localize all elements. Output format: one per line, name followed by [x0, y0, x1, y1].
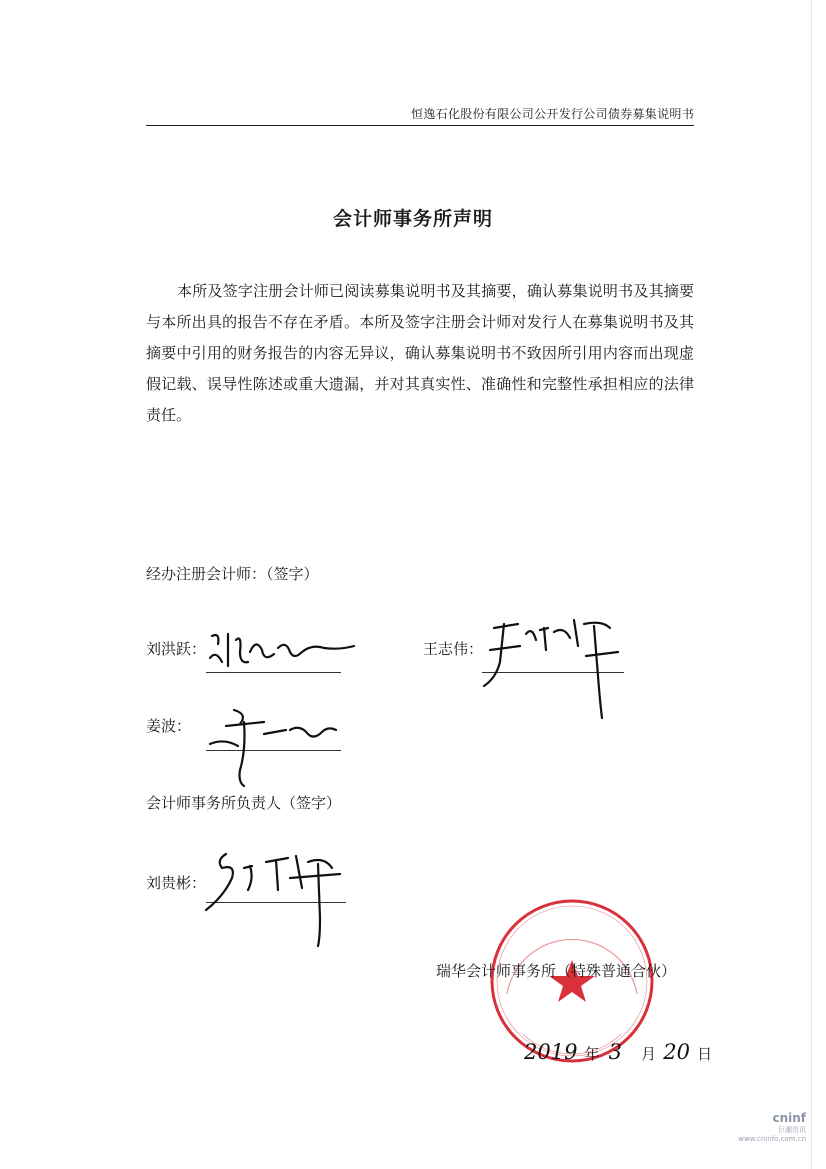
header-rule: [146, 125, 694, 126]
accountant-1-name: 刘洪跃：: [146, 640, 207, 658]
date-day-char: 日: [697, 1045, 713, 1063]
signing-date: [524, 1040, 712, 1064]
firm-name: 瑞华会计师事务所（特殊普通合伙）: [436, 962, 677, 980]
signature-1: [204, 622, 364, 674]
watermark-subtitle: 巨潮资讯: [778, 1126, 806, 1134]
scan-edge: [811, 0, 812, 1169]
date-month-char: 月: [641, 1045, 657, 1063]
date-day: 20: [663, 1040, 690, 1064]
watermark-brand: cninf: [772, 1111, 806, 1125]
firm-head-name: 刘贵彬：: [146, 874, 207, 892]
cninfo-watermark: [738, 1111, 806, 1143]
accountants-label: 经办注册会计师：（签字）: [146, 565, 319, 583]
watermark-url: www.cninfo.com.cn: [738, 1135, 806, 1143]
date-month: 3: [608, 1040, 623, 1064]
signature-3: [204, 700, 354, 790]
date-year: 2019: [524, 1040, 578, 1064]
page-title: 会计师事务所声明: [332, 208, 493, 230]
date-year-char: 年: [584, 1045, 600, 1063]
signature-4: [192, 838, 352, 950]
firm-head-label: 会计师事务所负责人（签字）: [146, 794, 342, 812]
declaration-text: 本所及签字注册会计师已阅读募集说明书及其摘要，确认募集说明书及其摘要与本所出具的报告不存在矛盾。本所及签字注册会计师对发行人在募集说明书及其摘要中引用的财务报告的内容无异议，确认募集说明书不致因所引用内容而出现虚假记载、误导性陈述或重大遗漏，并对其真实性、准确性和完整性承担相应的法律责任。: [146, 282, 694, 424]
running-header: 恒逸石化股份有限公司公开发行公司债券募集说明书: [411, 107, 694, 121]
accountant-2-name: 王志伟：: [423, 640, 484, 658]
signature-2: [474, 606, 634, 726]
accountant-3-name: 姜波：: [146, 717, 192, 735]
